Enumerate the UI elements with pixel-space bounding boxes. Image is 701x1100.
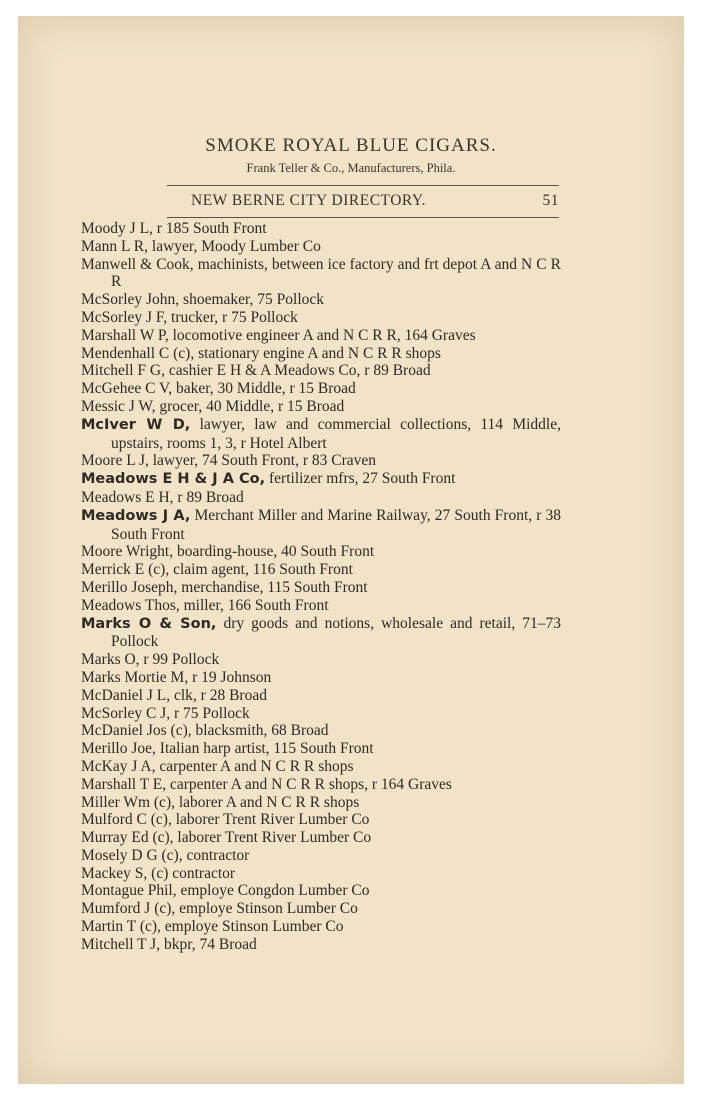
directory-page xyxy=(18,16,684,1084)
entry-text: Merchant Miller and Marine Railway, 27 South Front, r 38 South Front xyxy=(111,506,561,543)
directory-entry xyxy=(81,615,561,652)
directory-entry xyxy=(81,256,561,292)
header-rule-top xyxy=(167,185,559,186)
entry-text: Merillo Joe, Italian harp artist, 115 South Front xyxy=(81,740,374,758)
entry-text: McKay J A, carpenter A and N C R R shops xyxy=(81,757,354,775)
entry-text: McGehee C V, baker, 30 Middle, r 15 Broad xyxy=(81,380,356,398)
ad-title: SMOKE ROYAL BLUE CIGARS. xyxy=(205,135,497,156)
entry-text: Martin T (c), employe Stinson Lumber Co xyxy=(81,918,344,936)
directory-entry xyxy=(81,918,561,936)
entry-text: Merrick E (c), claim agent, 116 South Front xyxy=(81,561,353,579)
directory-entry xyxy=(81,705,561,723)
directory-entry xyxy=(81,416,561,453)
directory-entry xyxy=(81,687,561,705)
entry-text: Montague Phil, employe Congdon Lumber Co xyxy=(81,882,370,900)
entry-text: Mitchell T J, bkpr, 74 Broad xyxy=(81,935,257,953)
entry-name-bold: Meadows J A, xyxy=(81,507,191,524)
entry-text: Moore L J, lawyer, 74 South Front, r 83 Craven xyxy=(81,452,376,470)
directory-entry xyxy=(81,543,561,561)
directory-entry xyxy=(81,309,561,327)
directory-entry xyxy=(81,579,561,597)
directory-entry xyxy=(81,829,561,847)
entry-text: Manwell & Cook, machinists, between ice factory and frt depot A and N C R R xyxy=(81,255,561,291)
entry-text: Mulford C (c), laborer Trent River Lumber Co xyxy=(81,811,370,829)
advertisement-header xyxy=(19,135,683,176)
directory-entry xyxy=(81,362,561,380)
directory-entry xyxy=(81,847,561,865)
directory-entry xyxy=(81,345,561,363)
directory-entry xyxy=(81,758,561,776)
directory-entries xyxy=(81,220,561,954)
page-number: 51 xyxy=(542,192,559,209)
directory-entry xyxy=(81,669,561,687)
entry-text: Marshall W P, locomotive engineer A and N C R R, 164 Graves xyxy=(81,326,476,344)
directory-entry xyxy=(81,398,561,416)
directory-entry xyxy=(81,380,561,398)
entry-text: McDaniel J L, clk, r 28 Broad xyxy=(81,686,267,704)
entry-text: Mitchell F G, cashier E H & A Meadows Co, r 89 Broad xyxy=(81,362,431,380)
directory-entry xyxy=(81,900,561,918)
directory-entry xyxy=(81,865,561,883)
directory-entry xyxy=(81,238,561,256)
entry-text: Messic J W, grocer, 40 Middle, r 15 Broad xyxy=(81,397,345,415)
entry-name-bold: Marks O & Son, xyxy=(81,615,217,632)
entry-text: Mackey S, (c) contractor xyxy=(81,864,236,882)
directory-entry xyxy=(81,489,561,507)
directory-entry xyxy=(81,220,561,238)
directory-entry xyxy=(81,776,561,794)
entry-text: Marks O, r 99 Pollock xyxy=(81,651,220,669)
entry-name-bold: McIver W D, xyxy=(81,416,191,433)
ad-subtitle: Frank Teller & Co., Manufacturers, Phila. xyxy=(246,161,456,175)
directory-entry xyxy=(81,811,561,829)
entry-text: lawyer, law and commercial collections, 114 Middle, upstairs, rooms 1, 3, r Hotel Albert xyxy=(111,415,561,452)
entry-text: fertilizer mfrs, 27 South Front xyxy=(265,470,456,488)
entry-text: dry goods and notions, wholesale and retail, 71–73 Pollock xyxy=(111,614,561,651)
entry-text: Meadows Thos, miller, 166 South Front xyxy=(81,596,329,614)
entry-name-bold: Meadows E H & J A Co, xyxy=(81,471,266,488)
header-rule-bottom xyxy=(167,217,559,218)
directory-entry xyxy=(81,794,561,812)
directory-entry xyxy=(81,507,561,544)
directory-entry xyxy=(81,561,561,579)
directory-entry xyxy=(81,291,561,309)
entry-text: Moody J L, r 185 South Front xyxy=(81,220,267,237)
entry-text: Marks Mortie M, r 19 Johnson xyxy=(81,668,272,686)
entry-text: McDaniel Jos (c), blacksmith, 68 Broad xyxy=(81,722,329,740)
entry-text: Mendenhall C (c), stationary engine A and N C R R shops xyxy=(81,344,441,362)
entry-text: Marshall T E, carpenter A and N C R R shops, r 164 Graves xyxy=(81,775,452,793)
directory-entry xyxy=(81,722,561,740)
entry-text: Merillo Joseph, merchandise, 115 South Front xyxy=(81,578,368,596)
directory-entry xyxy=(81,651,561,669)
entry-text: Meadows E H, r 89 Broad xyxy=(81,488,244,506)
directory-entry xyxy=(81,936,561,954)
entry-text: Mumford J (c), employe Stinson Lumber Co xyxy=(81,900,358,918)
directory-entry xyxy=(81,740,561,758)
directory-entry xyxy=(81,327,561,345)
directory-entry xyxy=(81,882,561,900)
entry-text: Miller Wm (c), laborer A and N C R R shops xyxy=(81,793,360,811)
entry-text: McSorley J F, trucker, r 75 Pollock xyxy=(81,308,298,326)
entry-text: Moore Wright, boarding-house, 40 South Front xyxy=(81,543,375,561)
entry-text: McSorley C J, r 75 Pollock xyxy=(81,704,250,722)
entry-text: Murray Ed (c), laborer Trent River Lumber Co xyxy=(81,829,372,847)
entry-text: McSorley John, shoemaker, 75 Pollock xyxy=(81,291,325,309)
directory-title: NEW BERNE CITY DIRECTORY. xyxy=(191,192,426,209)
entry-text: Mann L R, lawyer, Moody Lumber Co xyxy=(81,237,321,255)
directory-entry xyxy=(81,452,561,470)
entry-text: Mosely D G (c), contractor xyxy=(81,846,250,864)
directory-entry xyxy=(81,597,561,615)
directory-entry xyxy=(81,470,561,489)
